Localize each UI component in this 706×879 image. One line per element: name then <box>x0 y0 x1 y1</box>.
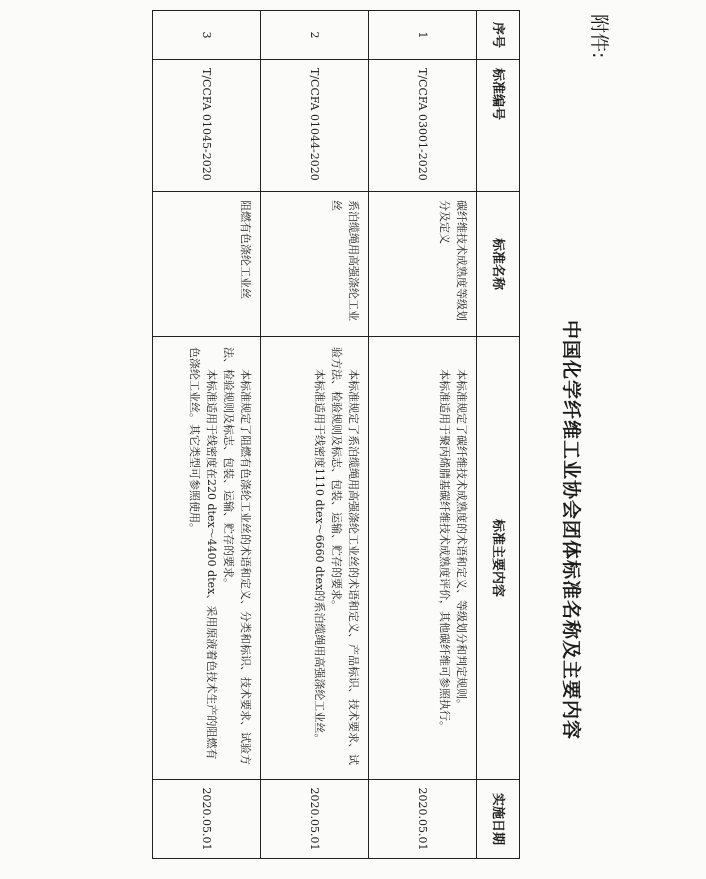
row-content <box>261 337 369 780</box>
row-name: 碳纤维技术成熟度等级划分及定义 <box>369 192 477 337</box>
content-paragraph: 本标准规定了系泊缆绳用高强涤纶工业丝的术语和定义、产品标识、技术要求、试验方法、检验规则及标志、包装、运输、贮存的要求。 <box>330 347 360 765</box>
row-seq: 3 <box>153 11 261 60</box>
row-content <box>153 337 261 780</box>
row-code: T/CCFA 01044-2020 <box>261 60 369 192</box>
table-row <box>369 11 477 859</box>
row-name: 系泊缆绳用高强涤纶工业丝 <box>261 192 369 337</box>
header-code: 标准编号 <box>477 60 520 192</box>
row-date: 2020.05.01 <box>261 780 369 859</box>
page-title: 中国化学纤维工业协会团体标准名称及主要内容 <box>560 319 582 740</box>
row-name: 阻燃有色涤纶工业丝 <box>153 192 261 337</box>
row-content <box>369 337 477 780</box>
header-name: 标准名称 <box>477 192 520 337</box>
row-code: T/CCFA 03001-2020 <box>369 60 477 192</box>
header-date: 实施日期 <box>477 780 520 859</box>
row-date: 2020.05.01 <box>153 780 261 859</box>
content-paragraph: 本标准规定了阻燃有色涤纶工业丝的术语和定义、分类和标识、技术要求、试验方法、检验规则及标志、包装、运输、贮存的要求。 <box>222 347 252 765</box>
content-paragraph: 本标准规定了碳纤维技术成熟度的术语和定义、等级划分和判定规则。 <box>455 369 468 710</box>
annex-label: 附件: <box>588 14 610 59</box>
row-date: 2020.05.01 <box>369 780 477 859</box>
row-seq: 1 <box>369 11 477 60</box>
standards-table <box>152 10 520 859</box>
header-seq: 序号 <box>477 11 520 60</box>
table-header-row <box>477 11 520 859</box>
content-paragraph: 本标准适用于线密度1110 dtex～6660 dtex的系泊缆绳用高强涤纶工业丝。 <box>313 369 326 745</box>
header-content: 标准主要内容 <box>477 337 520 780</box>
content-paragraph: 本标准适用于聚丙烯腈基碳纤维技术成熟度评价，其他碳纤维可参照执行。 <box>438 369 451 732</box>
table-row <box>153 11 261 859</box>
table-row <box>261 11 369 859</box>
row-seq: 2 <box>261 11 369 60</box>
row-code: T/CCFA 01045-2020 <box>153 60 261 192</box>
content-paragraph: 本标准适用于线密度在220 dtex～4400 dtex、采用原液着色技术生产的阻燃有色涤纶工业丝。其它类型可参照使用。 <box>188 347 218 760</box>
